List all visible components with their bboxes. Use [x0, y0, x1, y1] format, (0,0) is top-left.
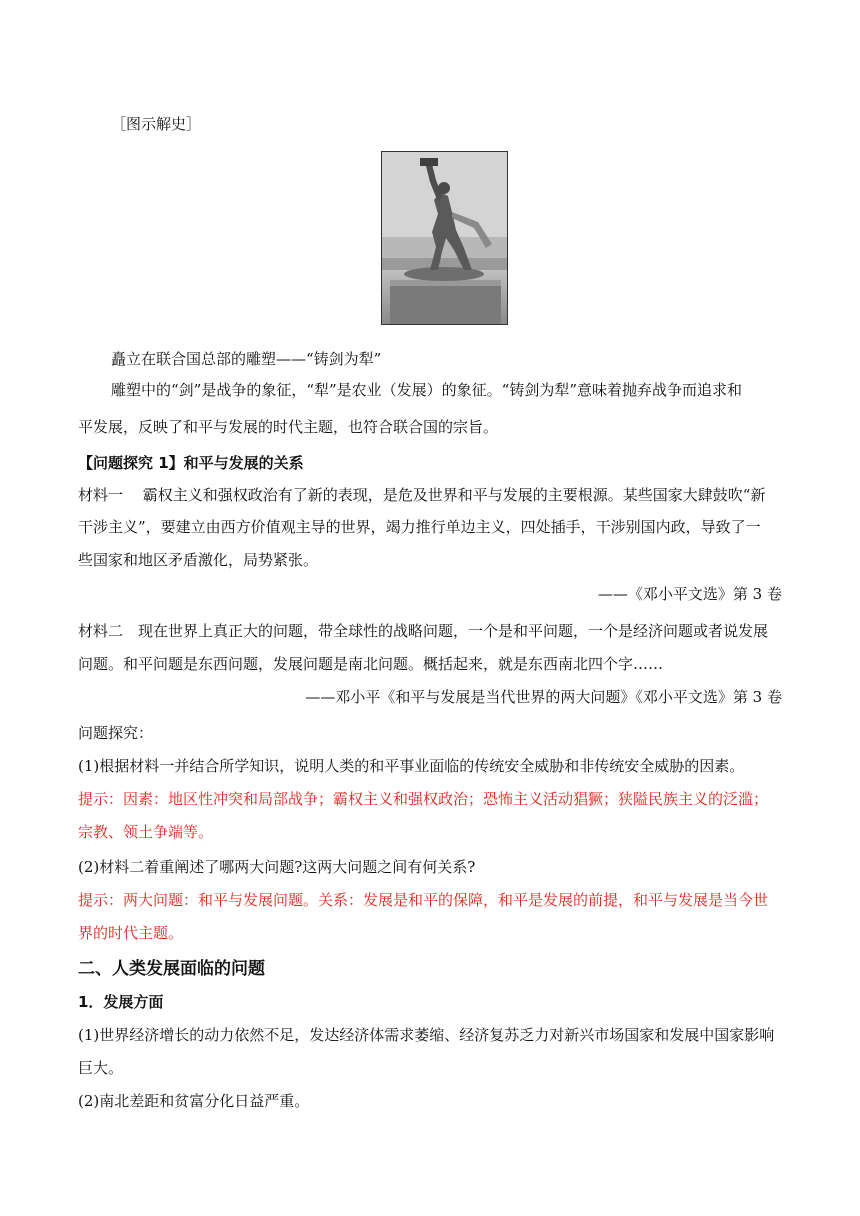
question-two: (2)材料二着重阐述了哪两大问题?这两大问题之间有何关系? [78, 858, 476, 876]
material-two-line: 材料二 现在世界上真正大的问题，带全球性的战略问题，一个是和平问题，一个是经济问题或者说发展 [78, 622, 769, 640]
sculpture-image [382, 152, 508, 325]
question-one: (1)根据材料一并结合所学知识，说明人类的和平事业面临的传统安全威胁和非传统安全威胁的因素。 [78, 757, 745, 775]
material-two-line: 问题。和平问题是东西问题，发展问题是南北问题。概括起来，就是东西南北四个字…… [78, 655, 664, 673]
answer-two-line: 提示：两大问题：和平与发展问题。关系：发展是和平的保障，和平是发展的前提，和平与发展是当今世 [78, 891, 769, 909]
material-one-line: 材料一 霸权主义和强权政治有了新的表现，是危及世界和平与发展的主要根源。某些国家大肆鼓吹“新 [78, 486, 766, 504]
figure-explanation-line: 平发展，反映了和平与发展的时代主题，也符合联合国的宗旨。 [78, 418, 499, 436]
material-one-line: 干涉主义”，要建立由西方价值观主导的世界，竭力推行单边主义，四处插手，干涉别国内政，导致了一 [78, 518, 761, 536]
answer-two-line: 界的时代主题。 [78, 924, 184, 942]
point-two: (2)南北差距和贫富分化日益严重。 [78, 1092, 310, 1110]
section-two-heading: 二、人类发展面临的问题 [78, 959, 265, 979]
subsection-one-heading: 1．发展方面 [78, 993, 164, 1011]
point-one-line: (1)世界经济增长的动力依然不足，发达经济体需求萎缩、经济复苏乏力对新兴市场国家和发展中国家影响 [78, 1026, 775, 1044]
inquiry-label: 问题探究： [78, 724, 154, 742]
answer-one-line: 宗教、领土争端等。 [78, 823, 214, 841]
material-two-source: ——邓小平《和平与发展是当代世界的两大问题》《邓小平文选》第 3 卷 [305, 688, 782, 706]
material-one-source: ——《邓小平文选》第 3 卷 [597, 585, 782, 603]
figure-section-label: ［图示解史］ [111, 115, 202, 133]
point-one-line: 巨大。 [78, 1059, 124, 1077]
figure-explanation-line: 雕塑中的“剑”是战争的象征，“犁”是农业（发展）的象征。“铸剑为犁”意味着抛弃战争而追求和 [111, 381, 743, 399]
answer-one-line: 提示：因素：地区性冲突和局部战争；霸权主义和强权政治；恐怖主义活动猖獗；狭隘民族主义的泛滥； [78, 790, 769, 808]
sculpture-photo [381, 151, 508, 325]
inquiry-heading: 【问题探究 1】和平与发展的关系 [78, 454, 304, 472]
figure-caption: 矗立在联合国总部的雕塑——“铸剑为犁” [111, 350, 382, 368]
material-one-line: 些国家和地区矛盾激化，局势紧张。 [78, 551, 319, 569]
